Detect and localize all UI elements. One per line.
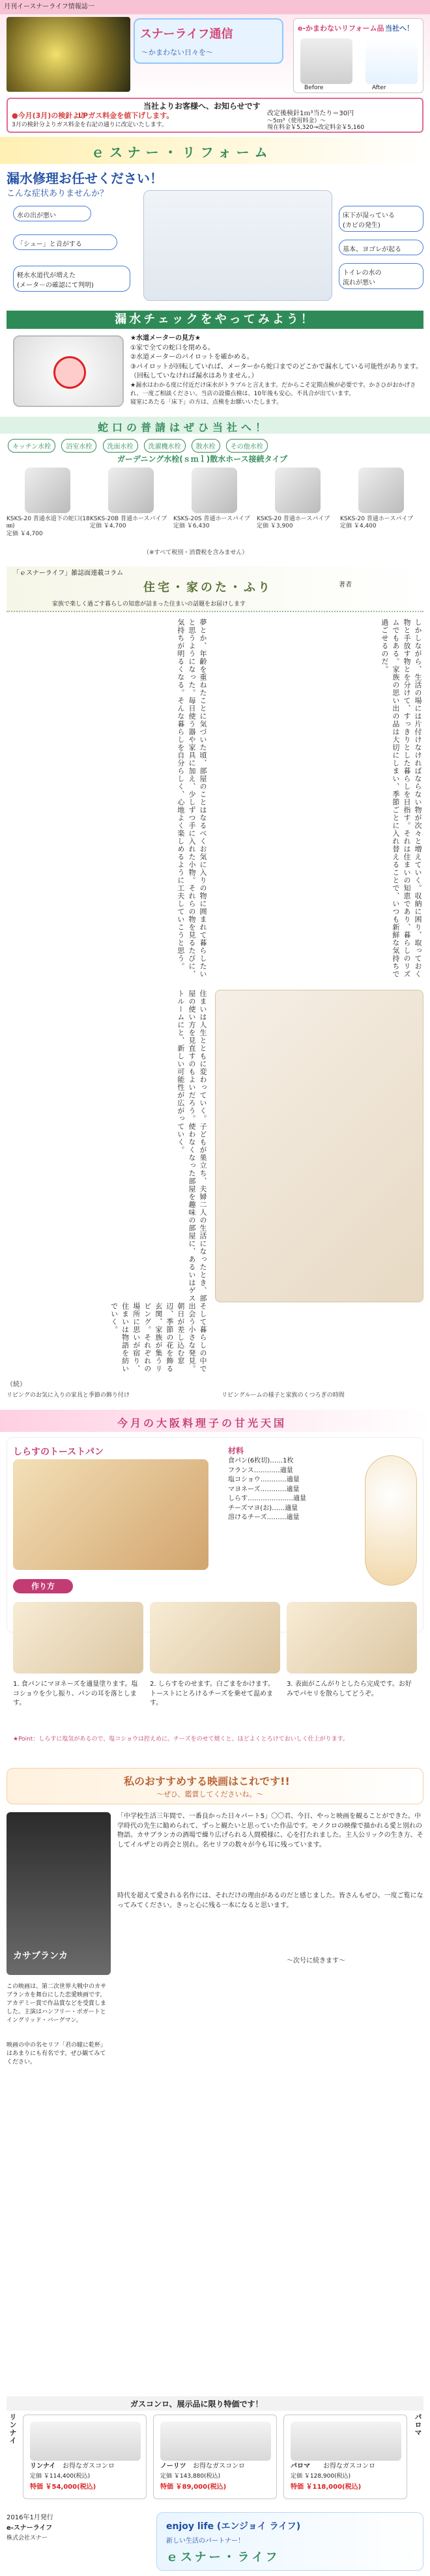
movie-section — [0, 1768, 430, 2393]
faucet-caption-3: KSKS-20S 普通ホースパイプ 定価 ￥6,430 — [173, 516, 250, 530]
step-3: 3. 表面がこんがりとしたら完成です。お好みでパセリを散らしてどうぞ。 — [287, 1681, 412, 1698]
leak-subtitle: こんな症状ありませんか？ — [7, 189, 109, 199]
product-image — [30, 2422, 141, 2461]
movie-sub: ～ぜひ、鑑賞してくださいね。～ — [156, 1790, 264, 1799]
product-price: 定価 ￥114,400(税込) — [30, 2473, 91, 2480]
check-step-2: ①家で全ての蛇口を閉める。 — [130, 344, 214, 352]
reform-title-section — [0, 137, 430, 164]
reform-title: ｅスナー・リフォーム — [91, 145, 273, 160]
tagline: ～かまわない日々を～ — [141, 48, 213, 57]
step-1: 1. 食パンにマヨネーズを適量塗ります。塩コショウを少し振り、パンの耳を落とします。 — [13, 1681, 138, 1707]
pill-other: その他水栓 — [226, 439, 268, 453]
ingredient-3: 塩コショウ…………適量 — [228, 1476, 300, 1483]
dish-photo — [13, 1459, 208, 1570]
meter-illustration — [13, 335, 124, 407]
faucet-image — [275, 468, 321, 513]
dish-title: しらすのトーストパン — [13, 1447, 104, 1457]
products-heading: ガスコンロ、展示品に限り特価です！ — [130, 2400, 263, 2409]
rate-line1: 改定後検針1ｍ³当たり＝30円 — [267, 110, 354, 117]
product-brand: リンナイ — [30, 2463, 56, 2470]
faucet-item — [173, 468, 257, 546]
bubble-4: 床下が湿っている (カビの発生) — [339, 206, 423, 232]
footer-brand-name: ｅスナー・ライフ — [166, 2551, 280, 2564]
reform-badge-sub: 当社へ！ — [385, 24, 414, 33]
bubble-6: トイレの水の 流れが悪い — [339, 263, 423, 289]
header-section — [0, 0, 430, 98]
notice-heading: 当社よりお客様へ、お知らせです — [143, 102, 261, 111]
product-model: お得なガスコンロ — [323, 2463, 375, 2470]
before-photo — [300, 38, 352, 84]
before-label: Before — [304, 85, 324, 91]
product-sale: 特価 ￥89,000(税込) — [160, 2484, 227, 2491]
product-brand: パロマ — [291, 2463, 310, 2470]
notice-line1: ●今月(3月)の検針より — [12, 111, 87, 120]
column-text-2: しかしながら、生活の場には片付けなければならない物が次々と増えていく。収納に困り、取っておく物と手放す物とを分けて、すっきりとした暮らしを目指す。それは住まいの知恵であり、暮らしのリズムでもある。家族の思い出の品は大切にしまい、季節ごとに入れ替えることで、いつも新鮮な気持ちで過ごせるのだ。 — [380, 619, 422, 978]
faucet-note: （※すべて税別・消費税を含みません） — [143, 550, 248, 556]
movie-body: 「中学校生活三年間で、一番良かった日々パート5」〇〇君、今日、やっと映画を観ることができた。中学時代の先生に勧められて、ずっと観たいと思っていた作品です。モノクロの映像で描かれる愛と別れの物語。カサブランカの酒場で繰り広げられる人間模様に、心を打たれました。主人公リックの生き方、そしてイルザとの再会と別れ。名セリフの数々が今も耳に残っています。 — [117, 1813, 423, 1849]
footer-company-note: 株式会社スナー — [7, 2535, 48, 2541]
reform-ad — [293, 18, 423, 93]
bubble-5: 基本、ヨゴレが起る — [339, 240, 423, 255]
cooking-heading: 今月の大阪料理子の甘光天国 — [117, 1417, 287, 1429]
ingredients-list — [228, 1457, 332, 1523]
pill-kitchen: キッチン水栓 — [8, 439, 55, 453]
bubble-3: 軽水水道代が増えた (メータ－の確認にて判明) — [13, 266, 130, 292]
after-label: After — [372, 85, 386, 91]
reform-badge: e-かまわないリフォーム品 — [298, 24, 384, 33]
column-lead: 家族で楽しく過ごす暮らしの知恵が詰まった住まいの話題をお届けします — [52, 601, 246, 608]
product-sale: 特価 ￥118,000(税込) — [291, 2484, 362, 2491]
faucet-section — [0, 417, 430, 563]
product-model: お得なガスコンロ — [63, 2463, 115, 2470]
notice-section — [0, 98, 430, 133]
column-footer-2: リビングルームの様子と家族のくつろぎの時間 — [222, 1392, 345, 1399]
ingredient-6: チーズマヨ(お)……適量 — [228, 1504, 298, 1512]
house-illustration — [143, 190, 332, 301]
column-end-mark: （続） — [7, 1381, 26, 1388]
faucet-item — [257, 468, 340, 546]
step-photo — [150, 1602, 280, 1673]
faucet-heading: 蛇口の普請はぜひ当社へ！ — [98, 421, 270, 434]
pill-bath: 浴室水栓 — [61, 439, 96, 453]
product-price: 定価 ￥143,880(税込) — [160, 2473, 221, 2480]
ingredient-2: フランス…………適量 — [228, 1466, 293, 1474]
faucet-caption-4: KSKS-20 普通ホースパイプ 定価 ￥3,900 — [257, 516, 330, 530]
faucet-caption-5: KSKS-20 普通ホースパイプ 定価 ￥4,400 — [340, 516, 414, 530]
column-title: 住宅・家のた・ふり — [143, 581, 272, 595]
bubble-1: 水の出が悪い — [13, 206, 91, 221]
poster-title: カサブランカ — [13, 1951, 68, 1961]
faucet-caption-2: KSKS-20B 普通ホースバイブ 定価 ￥4,700 — [90, 516, 167, 530]
pill-laundry: 洗濯機水栓 — [144, 439, 186, 453]
product-image — [291, 2422, 401, 2461]
product-card — [153, 2415, 277, 2499]
column-text-4: そして暮らしの中で出会う小さな発見。朝日が差し込む窓辺、季節の花を飾る玄関、家族が集うリビング。それぞれの場所に思いが宿り、住まいは物語を紡いでいく。 — [109, 1302, 207, 1373]
title-banner — [134, 18, 283, 64]
product-card — [23, 2415, 147, 2499]
check-steps — [130, 334, 423, 412]
faucet-item — [7, 468, 90, 546]
vertical-label-left: リンナイ — [8, 2413, 17, 2444]
pill-washroom: 洗面水栓 — [103, 439, 138, 453]
check-section — [0, 311, 430, 415]
vertical-label-right: パロマ — [414, 2413, 422, 2437]
after-photo — [366, 38, 418, 84]
faucet-subheading: ガーデニング水栓(ｓｍｌ)散水ホース接続タイプ — [117, 455, 288, 464]
product-sale: 特価 ￥54,000(税込) — [30, 2484, 96, 2491]
ingredient-4: マヨネーズ…………適量 — [228, 1485, 300, 1493]
ingredients-title: 材料 — [228, 1446, 244, 1455]
ingredient-5: しらす…………………適量 — [228, 1495, 306, 1502]
product-brand: ノーリツ — [160, 2463, 186, 2470]
chef-illustration — [365, 1455, 417, 1586]
rate-line2: ～5ｍ³（使用料金）～ — [267, 118, 326, 124]
product-image — [160, 2422, 271, 2461]
faucet-item — [90, 468, 173, 546]
ingredient-7: 溶けるチーズ………適量 — [228, 1514, 300, 1521]
footer-publisher: e-スナーライフ — [7, 2525, 53, 2532]
check-step-1: ★水道メーターの見方★ — [130, 335, 201, 342]
column-illustration — [215, 990, 423, 1302]
rate-line3: 現在料金￥5,320→改定料金￥5,160 — [267, 124, 365, 131]
column-footer-1: リビングのお気に入りの家具と季節の飾り付け — [7, 1392, 130, 1399]
products-grid — [23, 2415, 407, 2499]
check-step-4: ③パイロットが回転していれば、メーターから蛇口までのどこかで漏水している可能性があります。 — [130, 363, 422, 371]
movie-body-2: 時代を超えて愛される名作には、それだけの理由があるのだと感じました。皆さんもぜひ、一度ご覧になってみてください。きっと心に残る一本になると思います。 — [117, 1892, 423, 1909]
step-photo — [13, 1602, 143, 1673]
check-step-7: 寝室にあたる「床下」の方は、点検をお願いいたします。 — [130, 399, 283, 406]
method-label: 作り方 — [13, 1579, 73, 1593]
movie-heading: 私のおすすめする映画はこれです!! — [124, 1775, 290, 1787]
faucet-item — [340, 468, 423, 546]
notice-line2: LPガス料金を値下げします。 — [78, 111, 174, 120]
bubble-2: 「シュー」と音がする — [13, 234, 117, 250]
header-photo — [7, 17, 130, 92]
products-section — [0, 2396, 430, 2504]
footer-slogan: enjoy life (エンジョイ ライフ) — [166, 2521, 301, 2532]
movie-caption-left: この映画は、第二次世界大戦中のカサブランカを舞台にした恋愛映画です。アカデミー賞で作品賞などを受賞しました。主演はハンフリー・ボガートとイングリッド・バーグマン。 — [7, 1983, 107, 2024]
faucet-caption-1: KSKS-20 普通水道下の蛇口(18㎜) 定価 ￥4,700 — [7, 516, 90, 537]
column-byline: 著者 — [339, 581, 352, 589]
cooking-tip: ★Point：しらすに塩気があるので、塩コショウは控えめに。チーズをのせて焼くと、ほどよくとろけておいしく仕上がります。 — [13, 1736, 349, 1743]
step-2: 2. しらすをのせます。白ごまをかけます。トーストにとろけるチーズを乗せて温めます。 — [150, 1681, 275, 1707]
footer-date: 2016年1月発行 — [7, 2514, 53, 2521]
movie-poster — [7, 1812, 111, 1975]
check-step-5: （回転していなければ漏水はありません。） — [130, 372, 258, 380]
newsletter-label: 月刊イースナーライフ情報誌一 — [4, 3, 94, 10]
cooking-section — [0, 1410, 430, 1765]
step-photo — [287, 1602, 417, 1673]
column-section — [0, 567, 430, 1407]
check-step-3: ②水道メーターのパイロットを確かめる。 — [130, 354, 253, 361]
check-title: 漏水チェックをやってみよう！ — [7, 311, 423, 329]
faucet-image — [358, 468, 404, 513]
column-text-3: 住まいは人生とともに変わっていく。子どもが巣立ち、夫婦二人の生活になったとき、部屋の使い方を見直すのもよいだろう。使わなくなった部屋を趣味の部屋に、あるいはゲストルームにと、新しい可能性が広がっていく。 — [176, 990, 207, 1302]
movie-next: ～次号に続きます～ — [287, 1957, 345, 1965]
movie-caption-left-2: 映画の中の名セリフ「君の瞳に乾杯」はあまりにも有名です。ぜひ観てみてください。 — [7, 2042, 107, 2066]
product-price: 定価 ￥128,900(税込) — [291, 2473, 351, 2480]
product-model: お得なガスコンロ — [193, 2463, 245, 2470]
leak-title: 漏水修理お任せください！ — [7, 171, 163, 186]
faucet-image — [108, 468, 154, 513]
notice-line3: 3月の検針分よりガス料金を右記の通りに改定いたします。 — [12, 122, 168, 128]
ingredient-1: 食パン(6枚切)……1枚 — [228, 1457, 294, 1464]
check-step-6: ★漏水はわかる度に付近だけ床水がトラブルと言えます。だからこそ定期点検が必要です。かさひがおかげされ、一度ご相談ください。当店の設備点検は、10年後も安心。不具合が出ています。 — [130, 382, 416, 397]
pill-sprinkler: 散水栓 — [192, 439, 220, 453]
title-banner-text: スナーライフ通信 — [140, 27, 233, 41]
column-text-1: 夢とか、年齢を重ねたことに気づいた頃、部屋のことはなるべくお気に入りの物に囲まれて暮らしたいと思うようになった。毎日使う器や家具に加え、少しずつ手に入れた小物。それらの物を見るたびに、気持ちが明るくなる。そんな暮らしを自分らしく、心地よく楽しめるように工夫していこうと思う。 — [176, 619, 207, 978]
footer-banner — [156, 2512, 423, 2571]
faucet-pills — [7, 438, 423, 454]
leak-section — [0, 164, 430, 311]
footer-section — [0, 2507, 430, 2576]
column-series: 「ｅスナーライフ」雑誌面連載コラム — [13, 570, 124, 577]
product-card — [283, 2415, 407, 2499]
footer-slogan-sub: 新しい生活のパートナー！ — [166, 2538, 244, 2545]
faucet-image — [192, 468, 237, 513]
faucet-image — [25, 468, 70, 513]
faucet-grid — [7, 468, 423, 546]
